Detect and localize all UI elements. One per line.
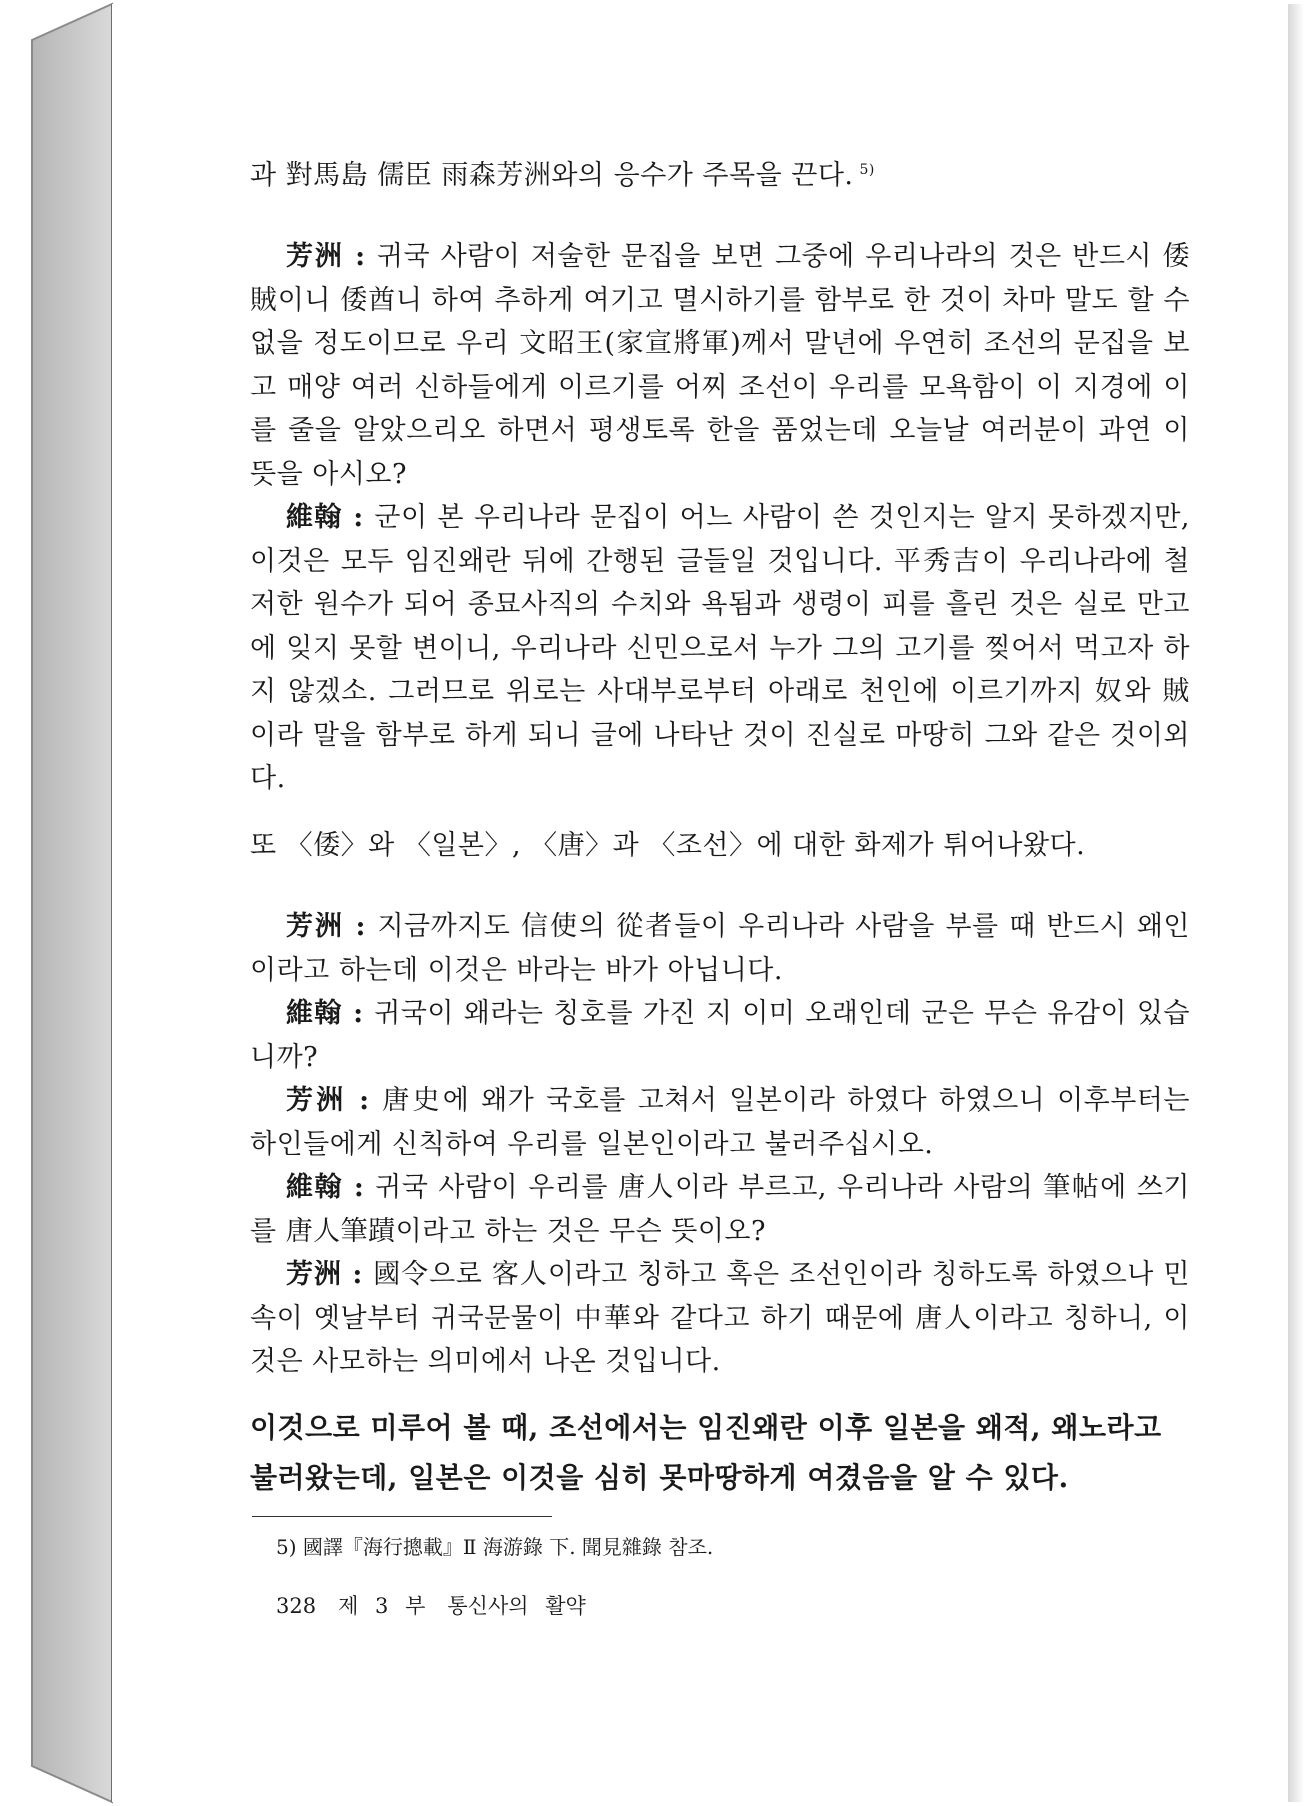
dialogue-block-one	[250, 235, 1190, 801]
transition-line	[250, 826, 1190, 866]
dialogue-paragraph	[250, 1079, 1190, 1166]
speaker-label: 維翰 :	[286, 998, 375, 1029]
dialogue-paragraph	[250, 1166, 1190, 1253]
dialogue-block-two	[250, 905, 1190, 1384]
footnote	[276, 1527, 713, 1567]
speaker-label: 芳洲 :	[286, 911, 378, 942]
dialogue-paragraph	[250, 235, 1190, 496]
transition-text: 또 〈倭〉와 〈일본〉, 〈唐〉과 〈조선〉에 대한 화제가 튀어나왔다.	[250, 830, 1086, 861]
page-footer	[276, 1586, 608, 1626]
speech-text: 唐史에 왜가 국호를 고쳐서 일본이라 하였다 하였으니 이후부터는 하인들에게 신칙하여 우리를 일본인이라고 불러주십시오.	[250, 1085, 1190, 1160]
footnote-divider	[252, 1516, 552, 1517]
speech-text: 군이 본 우리나라 문집이 어느 사람이 쓴 것인지는 알지 못하겠지만, 이것은 모두 임진왜란 뒤에 간행된 글들일 것입니다. 平秀吉이 우리나라에 철저한 원수가 되어 종묘사직의 수치와 욕됨과 생령이 피를 흘린 것은 실로 만고에 잊지 못할 변이니, 우리나라 신민으로서 누가 그의 고기를 찢어서 먹고자 하지 않겠소. 그러므로 위로는 사대부로부터 아래로 천인에 이르기까지 奴와 賊이라 말을 함부로 하게 되니 글에 나타난 것이 진실로 마땅히 그와 같은 것이외다.	[250, 502, 1190, 794]
chapter-title: 통신사의 활약	[447, 1594, 586, 1618]
closing-paragraph	[250, 1403, 1190, 1503]
speech-text: 귀국이 왜라는 칭호를 가진 지 이미 오래인데 군은 무슨 유감이 있습니까?	[250, 998, 1190, 1073]
dialogue-paragraph	[250, 1253, 1190, 1384]
page-edge-shadow	[1288, 4, 1304, 1802]
page-number: 328	[276, 1594, 317, 1618]
speaker-label: 維翰 :	[286, 1172, 376, 1203]
dialogue-paragraph	[250, 905, 1190, 992]
dialogue-paragraph	[250, 992, 1190, 1079]
closing-text: 이것으로 미루어 볼 때, 조선에서는 임진왜란 이후 일본을 왜적, 왜노라고 불러왔는데, 일본은 이것을 심히 못마땅하게 여겼음을 알 수 있다.	[250, 1411, 1162, 1494]
footnote-reference: 5)	[859, 162, 875, 178]
dialogue-paragraph	[250, 496, 1190, 801]
footnote-text: 5) 國譯『海行摠載』Ⅱ 海游錄 下. 聞見雜錄 참조.	[276, 1535, 714, 1559]
speaker-label: 維翰 :	[286, 502, 375, 533]
speech-text: 國令으로 客人이라고 칭하고 혹은 조선인이라 칭하도록 하였으나 민속이 옛날부터 귀국문물이 中華와 같다고 하기 때문에 唐人이라고 칭하니, 이것은 사모하는 의미에서 나온 것입니다.	[250, 1259, 1190, 1377]
speech-text: 귀국 사람이 저술한 문집을 보면 그중에 우리나라의 것은 반드시 倭賊이니 倭酋니 하여 추하게 여기고 멸시하기를 함부로 한 것이 차마 말도 할 수 없을 정도이므로 우리 文昭王(家宣將軍)께서 말년에 우연히 조선의 문집을 보고 매양 여러 신하들에게 이르기를 어찌 조선이 우리를 모욕함이 이 지경에 이를 줄을 알았으리오 하면서 평생토록 한을 품었는데 오늘날 여러분이 과연 이 뜻을 아시오?	[250, 241, 1190, 490]
speech-text: 지금까지도 信使의 從者들이 우리나라 사람을 부를 때 반드시 왜인이라고 하는데 이것은 바라는 바가 아닙니다.	[250, 911, 1190, 986]
speaker-label: 芳洲 :	[286, 241, 377, 272]
intro-text: 과 對馬島 儒臣 雨森芳洲와의 응수가 주목을 끈다.	[250, 160, 854, 191]
part-label: 제 3 부	[338, 1594, 426, 1618]
intro-line	[250, 150, 1190, 196]
speaker-label: 芳洲 :	[286, 1085, 383, 1116]
speaker-label: 芳洲 :	[286, 1259, 374, 1290]
speech-text: 귀국 사람이 우리를 唐人이라 부르고, 우리나라 사람의 筆帖에 쓰기를 唐人筆蹟이라고 하는 것은 무슨 뜻이오?	[250, 1172, 1190, 1247]
